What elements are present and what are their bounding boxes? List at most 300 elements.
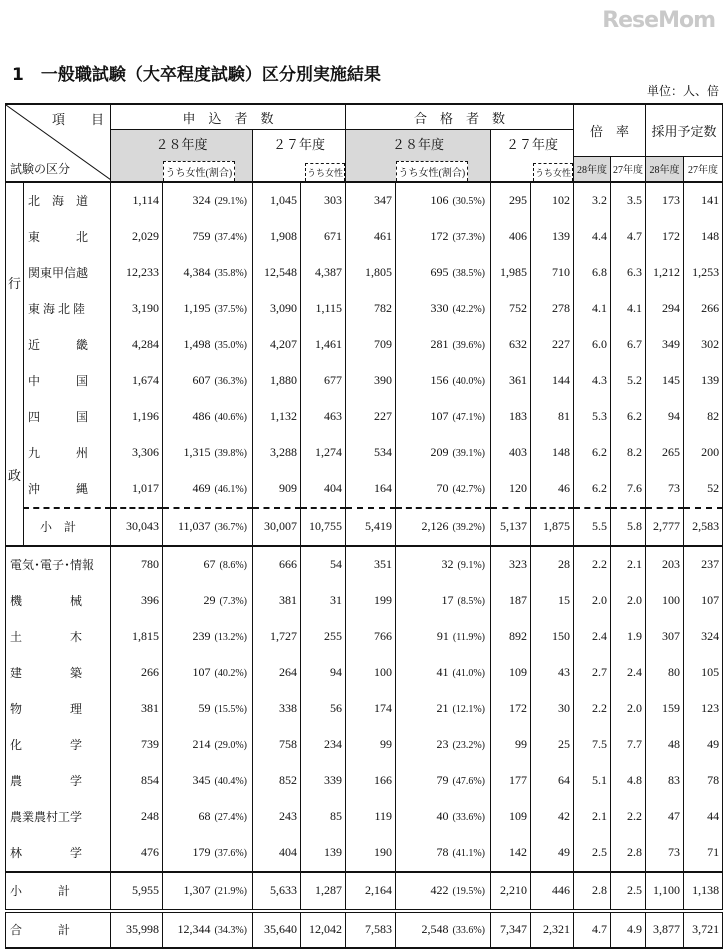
applicants-28-women-cell [163,872,253,911]
passers-28-cell [346,911,396,948]
passers-y27-header: ２７年度 [491,130,574,157]
passers-28-women-cell [396,583,491,619]
value: 666 [279,557,297,571]
value: 85 [330,809,343,823]
value: 99 [380,737,393,751]
value: 40 [436,809,449,823]
applicants-28-cell [111,219,163,255]
planned-y27-header: 27年度 [684,156,723,182]
value: 4.9 [627,922,643,936]
planned-27-cell [684,763,723,799]
value: 139 [701,373,720,387]
value: 2.2 [592,701,608,715]
passers-28-cell [346,691,396,727]
applicants-28-women-cell [163,583,253,619]
passers-28-women-cell [396,219,491,255]
applicants-y27-header: ２７年度 [253,130,346,157]
applicants-27-women-cell [301,219,346,255]
ratio-28-cell [574,182,611,219]
planned-28-cell [646,583,684,619]
value: 166 [374,773,393,787]
value: 3,288 [270,445,297,459]
planned-28-cell [646,872,684,911]
women-percentage: (23.2%) [452,740,486,751]
applicants-27-women-cell [301,546,346,583]
passers-28-women-cell [396,546,491,583]
applicants-27-cell [253,435,301,471]
value: 25 [558,737,571,751]
ratio-28-cell [574,219,611,255]
applicants-28-women-cell [163,911,253,948]
ratio-28-cell [574,399,611,435]
ratio-28-cell [574,435,611,471]
value: 1,274 [315,445,343,459]
passers-28-women-cell [396,727,491,763]
planned-header: 採用予定数 [646,104,723,156]
planned-27-cell [684,799,723,835]
value: 347 [374,193,393,207]
value: 5,955 [132,883,159,897]
value: 396 [141,593,159,607]
value: 102 [552,193,571,207]
grand-total-row [6,911,723,948]
value: 7.5 [592,737,608,751]
value: 2.8 [592,883,608,897]
applicants-28-cell [111,583,163,619]
table-row [6,799,723,835]
passers-27-cell [491,691,531,727]
watermark-logo: ReseMom [602,8,715,33]
value: 142 [509,845,528,859]
value: 1,115 [315,301,343,315]
table-row [6,583,723,619]
row-label: 四 国 [24,399,111,435]
table-row [6,835,723,872]
value: 2.5 [627,883,643,897]
women-percentage: (47.6%) [452,776,486,787]
value: 1,114 [132,193,159,207]
value: 4.7 [627,229,643,243]
table-row [6,327,723,363]
applicants-27-women-cell [301,911,346,948]
value: 1,498 [183,337,211,351]
value: 164 [374,481,393,495]
women-percentage: (9.1%) [457,560,486,571]
women-percentage: (36.7%) [214,522,247,533]
planned-28-cell [646,255,684,291]
value: 172 [509,701,528,715]
ratio-27-cell [611,546,646,583]
passers-27-women-cell [531,291,574,327]
value: 49 [558,845,571,859]
value: 82 [707,409,720,423]
value: 43 [558,665,571,679]
value: 3.5 [627,193,643,207]
value: 469 [192,481,211,495]
ratio-28-cell [574,508,611,546]
passers-27-women-cell [531,435,574,471]
passers-27-women-cell [531,583,574,619]
value: 159 [662,701,681,715]
ratio-28-cell [574,835,611,872]
applicants-28-women-cell [163,219,253,255]
item-header: 項 目 [51,112,104,127]
passers-27-women-cell [531,691,574,727]
value: 237 [701,557,720,571]
applicants-y28-header: ２８年度 [111,130,253,157]
row-label: 近 畿 [24,327,111,363]
ratio-27-cell [611,471,646,508]
applicants-28-women-cell [163,363,253,399]
passers-28-cell [346,799,396,835]
passers-28-cell [346,727,396,763]
value: 2,029 [132,229,159,243]
ratio-header: 倍 率 [574,104,646,156]
passers-28-cell [346,835,396,872]
applicants-27-women-cell [301,255,346,291]
value: 139 [324,845,343,859]
table-row [6,363,723,399]
planned-27-cell [684,399,723,435]
ratio-27-cell [611,872,646,911]
value: 177 [509,773,528,787]
passers-28-cell [346,219,396,255]
planned-28-cell [646,546,684,583]
applicants-27-women-cell [301,182,346,219]
planned-27-cell [684,291,723,327]
women-percentage: (37.5%) [214,304,247,315]
passers-28-women-cell [396,399,491,435]
value: 144 [552,373,571,387]
passers-27-cell [491,508,531,546]
women-percentage: (35.8%) [214,268,247,279]
value: 7,583 [365,922,393,936]
passers-27-women-cell [531,471,574,508]
ratio-27-cell [611,182,646,219]
value: 6.3 [627,265,643,279]
women-percentage: (15.5%) [214,704,247,715]
value: 31 [330,593,343,607]
value: 109 [509,809,528,823]
value: 4,387 [315,265,343,279]
applicants-28-cell [111,691,163,727]
row-label: 北 海 道 [24,182,111,219]
women-percentage: (38.5%) [452,268,486,279]
ratio-27-cell [611,799,646,835]
value: 70 [436,481,449,495]
value: 324 [192,193,211,207]
table-row [6,255,723,291]
value: 107 [701,593,720,607]
ratio-27-cell [611,583,646,619]
passers-27-women-cell [531,727,574,763]
value: 35,640 [264,922,297,936]
planned-27-cell [684,435,723,471]
table-row [6,435,723,471]
value: 94 [330,665,343,679]
applicants-27-cell [253,619,301,655]
value: 404 [279,845,297,859]
page-title: 1 一般職試験（大卒程度試験）区分別実施結果 [12,65,381,85]
planned-28-cell [646,399,684,435]
value: 56 [330,701,343,715]
value: 766 [374,629,393,643]
value: 78 [707,773,720,787]
women-percentage: (35.0%) [214,340,247,351]
women-percentage: (39.2%) [452,522,486,533]
ratio-28-cell [574,619,611,655]
ratio-27-cell [611,399,646,435]
women-percentage: (42.2%) [452,304,486,315]
passers-28-women-cell [396,763,491,799]
value: 139 [552,229,571,243]
applicants-28-cell [111,291,163,327]
ratio-27-cell [611,727,646,763]
applicants-28-cell [111,508,163,546]
planned-27-cell [684,546,723,583]
table-row [6,763,723,799]
value: 255 [324,629,343,643]
women-percentage: (30.5%) [452,196,486,207]
women-percentage: (33.6%) [452,925,486,936]
ratio-28-cell [574,363,611,399]
passers-27-cell [491,471,531,508]
applicants-28-cell [111,727,163,763]
ratio-27-cell [611,219,646,255]
applicants-header: 申 込 者 数 [111,104,346,130]
passers-27-women-cell [531,835,574,872]
planned-27-cell [684,727,723,763]
planned-28-cell [646,291,684,327]
value: 324 [701,629,720,643]
value: 78 [436,845,449,859]
value: 83 [668,773,681,787]
value: 68 [198,809,211,823]
value: 2,164 [365,883,393,897]
row-label: 合 計 [6,911,111,948]
planned-27-cell [684,691,723,727]
value: 183 [509,409,528,423]
passers-28-cell [346,182,396,219]
value: 339 [324,773,343,787]
value: 8.2 [627,445,643,459]
women-percentage: (42.7%) [452,484,486,495]
value: 5.8 [627,519,643,533]
value: 12,233 [126,265,159,279]
row-label: 機 械 [6,583,111,619]
value: 2.1 [627,557,643,571]
value: 4,207 [270,337,297,351]
value: 780 [141,557,159,571]
applicants-28-cell [111,363,163,399]
value: 1,461 [315,337,343,351]
value: 1,212 [653,265,681,279]
planned-28-cell [646,799,684,835]
value: 79 [436,773,449,787]
value: 59 [198,701,211,715]
value: 294 [662,301,681,315]
value: 381 [141,701,159,715]
planned-27-cell [684,872,723,911]
value: 2.7 [592,665,608,679]
value: 2.8 [627,845,643,859]
value: 6.0 [592,337,608,351]
value: 150 [552,629,571,643]
value: 99 [515,737,528,751]
planned-28-cell [646,471,684,508]
passers-28-women-cell [396,471,491,508]
value: 30,007 [264,519,297,533]
value: 281 [430,337,449,351]
value: 91 [436,629,449,643]
planned-28-cell [646,363,684,399]
value: 23 [436,737,449,751]
value: 227 [552,337,571,351]
value: 1,727 [270,629,297,643]
passers-27-cell [491,255,531,291]
value: 2,321 [543,922,571,936]
women-percentage: (37.3%) [452,232,486,243]
value: 476 [141,845,159,859]
value: 48 [668,737,681,751]
row-label: 農 学 [6,763,111,799]
value: 199 [374,593,393,607]
value: 44 [707,809,720,823]
row-label: 九 州 [24,435,111,471]
value: 3,721 [692,922,720,936]
value: 303 [324,193,343,207]
applicants-27-women-cell [301,399,346,435]
applicants-27-cell [253,363,301,399]
value: 710 [552,265,571,279]
value: 1,880 [270,373,297,387]
passers-27-women-cell [531,219,574,255]
women-percentage: (21.9%) [214,886,247,897]
passers-28-women-cell [396,872,491,911]
ratio-27-cell [611,911,646,948]
value: 4.1 [627,301,643,315]
corner-header-cell [6,104,111,182]
value: 179 [192,845,211,859]
value: 1,875 [543,519,571,533]
women-percentage: (8.6%) [219,560,247,571]
value: 67 [203,557,216,571]
women-percentage: (39.8%) [214,448,247,459]
row-label: 沖 縄 [24,471,111,508]
row-label: 化 学 [6,727,111,763]
value: 30,043 [126,519,159,533]
planned-28-cell [646,691,684,727]
value: 406 [509,229,528,243]
value: 752 [509,301,528,315]
row-label: 小 計 [6,872,111,911]
value: 1,132 [270,409,297,423]
applicants-27-cell [253,655,301,691]
value: 3,090 [270,301,297,315]
value: 3,877 [653,922,681,936]
applicants-27-women-cell [301,363,346,399]
passers-28-women-cell [396,327,491,363]
value: 3,190 [132,301,159,315]
women-ratio-header: うち女性(割合) [163,161,236,181]
passers-28-women-cell [396,655,491,691]
applicants-28-women-cell [163,835,253,872]
applicants-27-cell [253,546,301,583]
applicants-27-cell [253,508,301,546]
table-row [6,546,723,583]
applicants-27-cell [253,835,301,872]
value: 2,583 [692,519,720,533]
value: 6.2 [627,409,643,423]
value: 4.1 [592,301,608,315]
value: 145 [662,373,681,387]
passers-28-cell [346,763,396,799]
value: 35,998 [126,922,159,936]
value: 109 [509,665,528,679]
applicants-27-cell [253,255,301,291]
women-percentage: (8.5%) [457,596,486,607]
value: 54 [330,557,343,571]
table-row [6,219,723,255]
value: 2,126 [421,519,449,533]
value: 172 [662,229,681,243]
passers-27-cell [491,182,531,219]
row-label: 東 海 北 陸 [24,291,111,327]
applicants-27-cell [253,799,301,835]
ratio-y27-header: 27年度 [611,156,646,182]
women-percentage: (40.4%) [214,776,247,787]
passers-27-women-cell [531,799,574,835]
value: 7,347 [500,922,528,936]
ratio-27-cell [611,655,646,691]
admin-group-label: 政 [8,467,22,483]
value: 10,755 [309,519,343,533]
value: 200 [701,445,720,459]
value: 30 [558,701,571,715]
ratio-27-cell [611,691,646,727]
value: 1,017 [132,481,159,495]
value: 2.0 [627,593,643,607]
applicants-27-women-cell [301,655,346,691]
applicants-28-women-cell [163,255,253,291]
value: 345 [192,773,211,787]
ratio-27-cell [611,835,646,872]
value: 5.5 [592,519,608,533]
planned-27-cell [684,508,723,546]
planned-27-cell [684,655,723,691]
planned-28-cell [646,727,684,763]
value: 47 [668,809,681,823]
planned-y28-header: 28年度 [646,156,684,182]
applicants-28-women-cell [163,471,253,508]
applicants-28-women-cell [163,655,253,691]
value: 6.2 [592,445,608,459]
applicants-28-women-cell [163,291,253,327]
women-percentage: (36.3%) [214,376,247,387]
value: 5,137 [500,519,528,533]
applicants-28-cell [111,182,163,219]
value: 174 [374,701,393,715]
passers-28-cell [346,471,396,508]
value: 403 [509,445,528,459]
passers-27-cell [491,363,531,399]
passers-28-women-cell [396,911,491,948]
value: 1,815 [132,629,159,643]
applicants-27-cell [253,182,301,219]
ratio-28-cell [574,471,611,508]
value: 381 [279,593,297,607]
passers-27-women-cell [531,508,574,546]
